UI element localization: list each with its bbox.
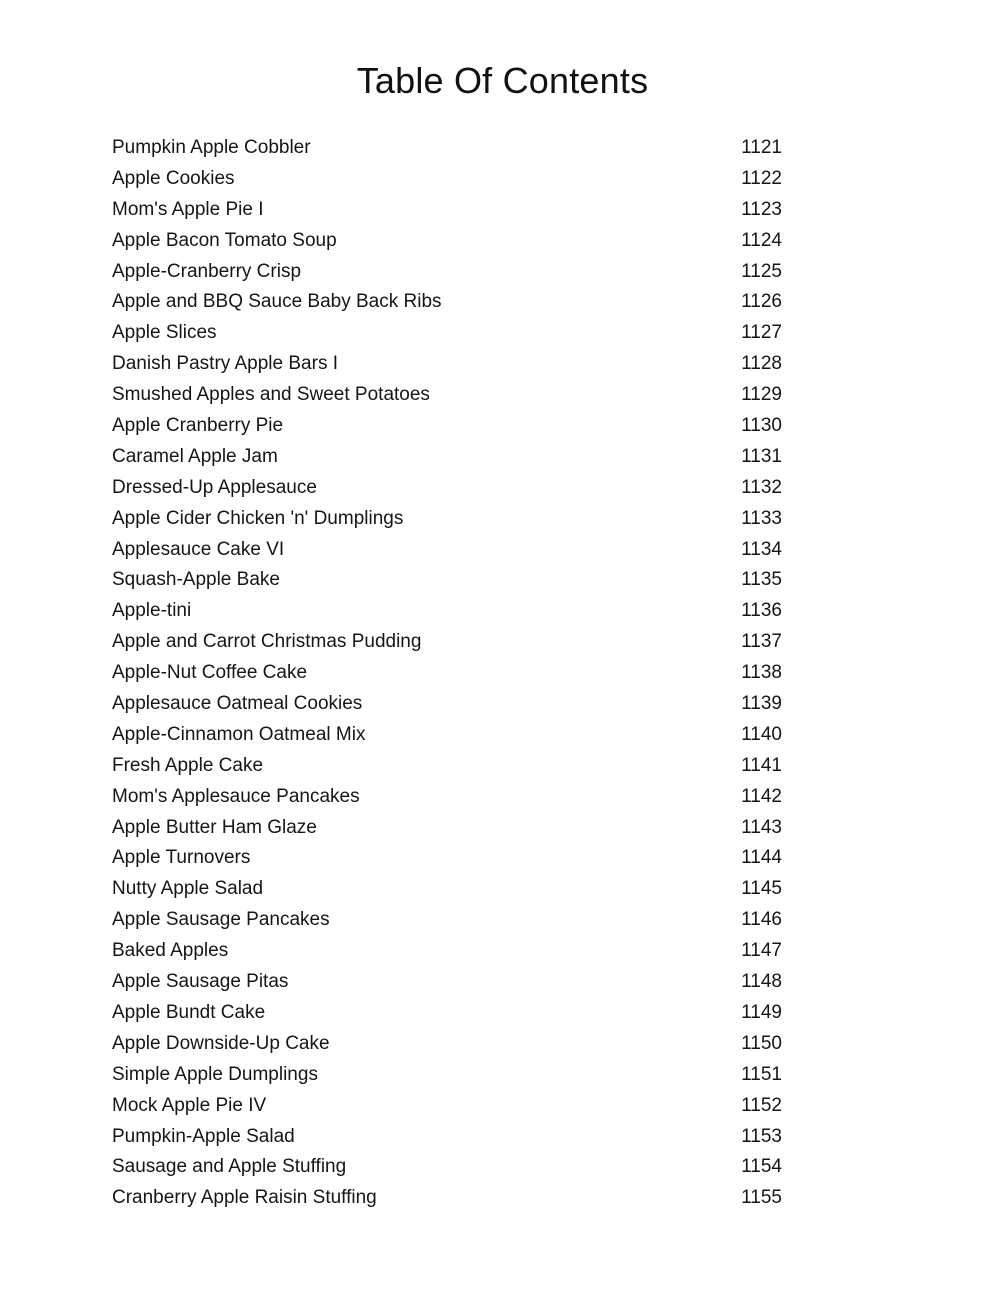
toc-entry-title: Apple Sausage Pitas xyxy=(112,971,289,993)
toc-entry-title: Apple-tini xyxy=(112,600,192,622)
toc-row xyxy=(112,1152,782,1183)
toc-entry-page: 1144 xyxy=(741,847,782,869)
toc-entry-title: Mom's Apple Pie I xyxy=(112,198,264,220)
toc-row xyxy=(112,226,782,257)
toc-row xyxy=(112,782,782,813)
toc-entry-page: 1149 xyxy=(741,1001,782,1023)
toc-entry-title: Apple-Cranberry Crisp xyxy=(112,260,302,282)
toc-row xyxy=(112,905,782,936)
toc-entry-page: 1139 xyxy=(741,693,782,715)
toc-row xyxy=(112,535,782,566)
toc-entry-title: Fresh Apple Cake xyxy=(112,754,264,776)
toc-entry-page: 1134 xyxy=(741,538,782,560)
toc-entry-page: 1155 xyxy=(741,1187,782,1209)
toc-entry-page: 1146 xyxy=(741,909,782,931)
toc-entry-title: Apple Butter Ham Glaze xyxy=(112,816,317,838)
toc-entry-title: Mock Apple Pie IV xyxy=(112,1094,267,1116)
toc-entry-page: 1128 xyxy=(741,353,782,375)
toc-entry-title: Apple Turnovers xyxy=(112,847,251,869)
toc-row xyxy=(112,689,782,720)
toc-entry-title: Simple Apple Dumplings xyxy=(112,1063,318,1085)
toc-entry-title: Danish Pastry Apple Bars I xyxy=(112,353,338,375)
toc-entry-page: 1125 xyxy=(741,260,782,282)
toc-entry-page: 1145 xyxy=(741,878,782,900)
toc-row xyxy=(112,411,782,442)
toc-entry-title: Applesauce Cake VI xyxy=(112,538,285,560)
toc-entry-page: 1142 xyxy=(741,785,782,807)
toc-row xyxy=(112,1091,782,1122)
toc-entry-page: 1124 xyxy=(741,229,782,251)
toc-entry-page: 1130 xyxy=(741,415,782,437)
toc-entry-title: Applesauce Oatmeal Cookies xyxy=(112,693,363,715)
toc-row xyxy=(112,751,782,782)
toc-entry-page: 1140 xyxy=(741,723,782,745)
toc-row xyxy=(112,1029,782,1060)
toc-entry-title: Smushed Apples and Sweet Potatoes xyxy=(112,384,430,406)
toc-entry-page: 1148 xyxy=(741,971,782,993)
toc-row xyxy=(112,442,782,473)
toc-entry-page: 1135 xyxy=(741,569,782,591)
toc-entry-title: Apple Slices xyxy=(112,322,217,344)
toc-entry-title: Pumpkin-Apple Salad xyxy=(112,1125,295,1147)
toc-entry-page: 1122 xyxy=(741,167,782,189)
toc-row xyxy=(112,473,782,504)
toc-entry-page: 1152 xyxy=(741,1094,782,1116)
toc-entry-title: Apple Bacon Tomato Soup xyxy=(112,229,337,251)
toc-row xyxy=(112,504,782,535)
toc-entry-title: Apple-Cinnamon Oatmeal Mix xyxy=(112,723,366,745)
toc-entry-page: 1143 xyxy=(741,816,782,838)
toc-entry-page: 1127 xyxy=(741,322,782,344)
toc-entry-page: 1154 xyxy=(741,1156,782,1178)
toc-entry-title: Apple-Nut Coffee Cake xyxy=(112,662,308,684)
toc-row xyxy=(112,843,782,874)
toc-row xyxy=(112,720,782,751)
toc-entry-page: 1133 xyxy=(741,507,782,529)
toc-entry-page: 1151 xyxy=(741,1063,782,1085)
toc-row xyxy=(112,658,782,689)
toc-entry-title: Caramel Apple Jam xyxy=(112,445,278,467)
toc-entry-page: 1153 xyxy=(741,1125,782,1147)
toc-entry-page: 1150 xyxy=(741,1032,782,1054)
toc-entry-title: Apple and Carrot Christmas Pudding xyxy=(112,631,422,653)
toc-row xyxy=(112,813,782,844)
toc-entry-page: 1129 xyxy=(741,384,782,406)
toc-row xyxy=(112,380,782,411)
toc-entry-title: Mom's Applesauce Pancakes xyxy=(112,785,360,807)
toc-entry-page: 1138 xyxy=(741,662,782,684)
toc-row xyxy=(112,164,782,195)
toc-entry-page: 1131 xyxy=(741,445,782,467)
toc-entry-page: 1132 xyxy=(741,476,782,498)
toc-row xyxy=(112,565,782,596)
toc-row xyxy=(112,627,782,658)
toc-row xyxy=(112,349,782,380)
toc-entry-title: Apple Cider Chicken 'n' Dumplings xyxy=(112,507,404,529)
toc-entry-title: Apple Cranberry Pie xyxy=(112,415,284,437)
toc-entry-page: 1123 xyxy=(741,198,782,220)
toc-entry-title: Apple Downside-Up Cake xyxy=(112,1032,330,1054)
toc-entry-title: Cranberry Apple Raisin Stuffing xyxy=(112,1187,377,1209)
toc-row xyxy=(112,287,782,318)
toc-entry-title: Apple Cookies xyxy=(112,167,235,189)
toc-entry-title: Apple Sausage Pancakes xyxy=(112,909,330,931)
toc-entry-page: 1147 xyxy=(741,940,782,962)
toc-row xyxy=(112,998,782,1029)
toc-entry-page: 1137 xyxy=(741,631,782,653)
toc-entry-title: Squash-Apple Bake xyxy=(112,569,280,591)
toc-entry-title: Sausage and Apple Stuffing xyxy=(112,1156,347,1178)
toc-entry-title: Baked Apples xyxy=(112,940,229,962)
toc-row xyxy=(112,257,782,288)
toc-list xyxy=(112,133,782,1214)
toc-row xyxy=(112,874,782,905)
page-title: Table Of Contents xyxy=(356,60,649,101)
toc-row xyxy=(112,195,782,226)
toc-row xyxy=(112,1060,782,1091)
toc-entry-page: 1141 xyxy=(741,754,782,776)
toc-entry-title: Dressed-Up Applesauce xyxy=(112,476,317,498)
toc-row xyxy=(112,1122,782,1153)
toc-row xyxy=(112,936,782,967)
toc-entry-title: Pumpkin Apple Cobbler xyxy=(112,137,311,158)
toc-row xyxy=(112,1183,782,1214)
toc-entry-page: 1121 xyxy=(741,137,782,158)
toc-row xyxy=(112,133,782,164)
toc-row xyxy=(112,967,782,998)
toc-entry-title: Apple Bundt Cake xyxy=(112,1001,266,1023)
toc-entry-page: 1126 xyxy=(741,291,782,313)
toc-entry-title: Apple and BBQ Sauce Baby Back Ribs xyxy=(112,291,442,313)
toc-entry-title: Nutty Apple Salad xyxy=(112,878,264,900)
toc-entry-page: 1136 xyxy=(741,600,782,622)
toc-row xyxy=(112,318,782,349)
toc-row xyxy=(112,596,782,627)
